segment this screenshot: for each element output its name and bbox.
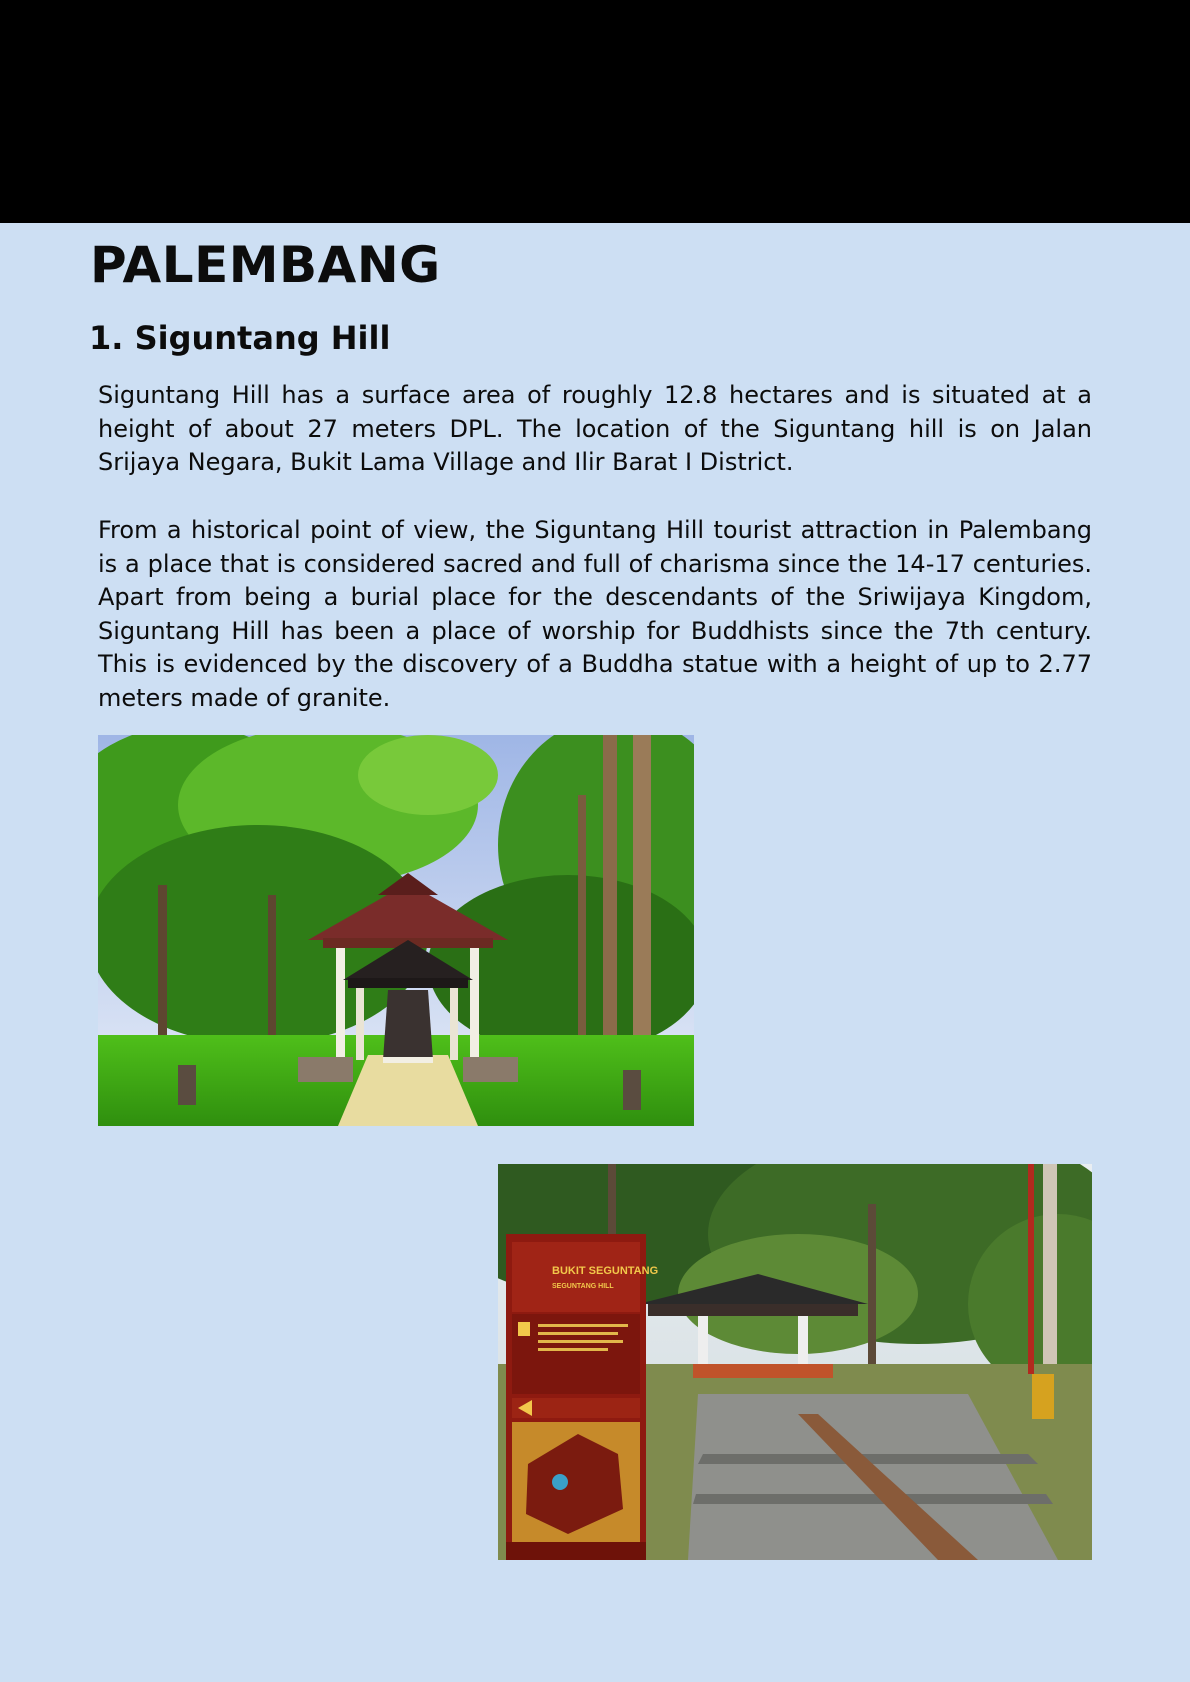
pavilion-illustration xyxy=(98,735,694,1126)
signboard-photo xyxy=(498,1164,1092,1560)
sign-title: BUKIT SEGUNTANG xyxy=(552,1265,659,1277)
top-black-band xyxy=(0,0,1190,223)
signboard-illustration xyxy=(498,1164,1092,1560)
page-title: PALEMBANG xyxy=(90,236,441,294)
pavilion-photo xyxy=(98,735,694,1126)
intro-paragraph: Siguntang Hill has a surface area of roughly 12.8 hectares and is situated at a height of about 27 meters DPL. The location of the Siguntang hill is on Jalan Srijaya Negara, Bukit Lama Village and Ilir Barat I District. xyxy=(98,381,1092,476)
sign-subtitle: SEGUNTANG HILL xyxy=(552,1283,614,1290)
history-paragraph: From a historical point of view, the Siguntang Hill tourist attraction in Palembang is a place that is considered sacred and full of charisma since the 14-17 centuries. Apart from being a burial place for the descendants of the Sriwijaya Kingdom, Siguntang Hill has been a place of worship for Buddhists since the 7th century. This is evidenced by the discovery of a Buddha statue with a height of up to 2.77 meters made of granite. xyxy=(98,516,1092,712)
section-heading: 1. Siguntang Hill xyxy=(89,319,391,357)
